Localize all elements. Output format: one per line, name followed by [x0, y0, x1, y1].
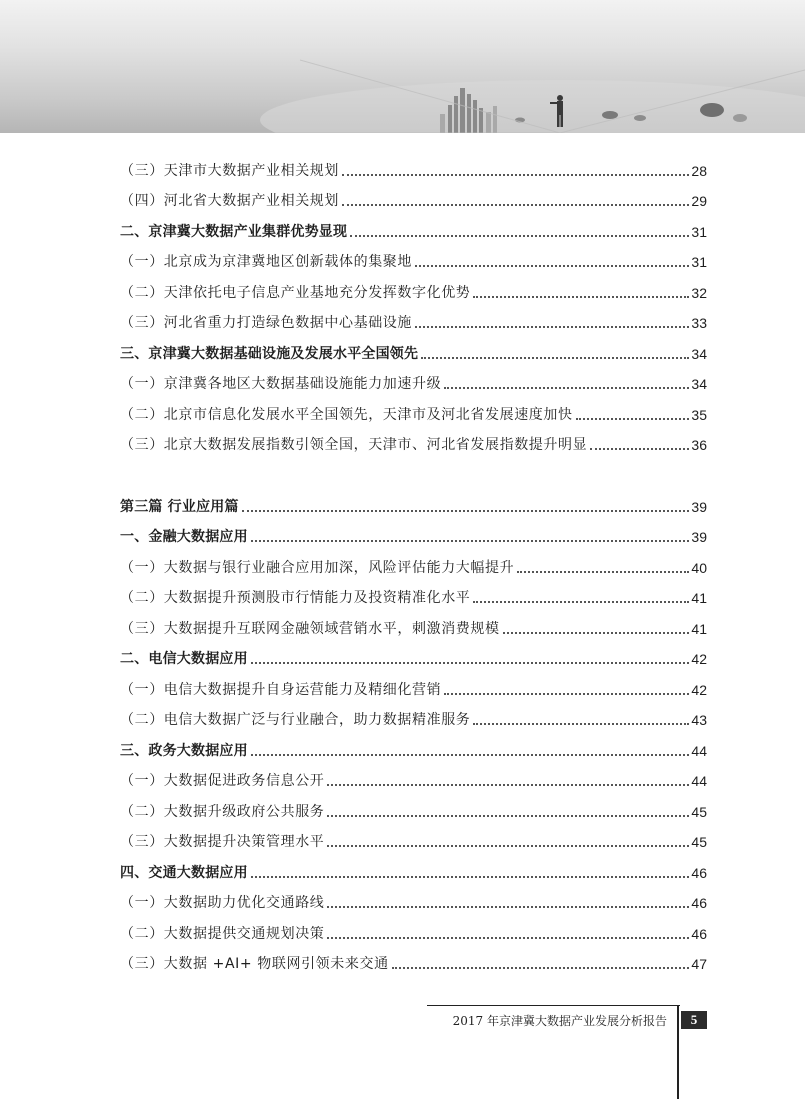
toc-dot-leader — [444, 387, 689, 389]
toc-dot-leader — [327, 937, 689, 939]
toc-entry-page: 34 — [691, 346, 707, 362]
toc-dot-leader — [415, 326, 689, 328]
toc-entry-page: 45 — [691, 804, 707, 820]
toc-entry-title: （三）河北省重力打造绿色数据中心基础设施 — [120, 315, 412, 331]
toc-entry — [120, 273, 707, 303]
toc-entry-title: 一、金融大数据应用 — [120, 529, 248, 545]
toc-entry-title: （一）大数据助力优化交通路线 — [120, 895, 325, 911]
toc-dot-leader — [251, 662, 690, 664]
toc-entry — [120, 578, 707, 608]
toc-entry — [120, 334, 707, 364]
toc-entry-page: 33 — [691, 315, 707, 331]
toc-entry — [120, 548, 707, 578]
toc-entry-title: （二）大数据升级政府公共服务 — [120, 804, 325, 820]
toc-entry — [120, 944, 707, 974]
toc-dot-leader — [576, 418, 690, 420]
toc-entry — [120, 914, 707, 944]
toc-entry-title: （三）大数据 +AI+ 物联网引领未来交通 — [120, 956, 389, 972]
toc-entry-page: 47 — [691, 956, 707, 972]
footer-vertical-line — [677, 1005, 679, 1099]
toc-entry — [120, 670, 707, 700]
toc-entry — [120, 364, 707, 394]
toc-entry-title: （一）大数据促进政务信息公开 — [120, 773, 325, 789]
toc-entry-page: 41 — [691, 590, 707, 606]
toc-entry-page: 46 — [691, 926, 707, 942]
toc-entry-page: 36 — [691, 437, 707, 453]
toc-dot-leader — [327, 845, 689, 847]
city-skyline-illustration — [0, 0, 805, 133]
toc-entry — [120, 609, 707, 639]
toc-entry-title: 三、政务大数据应用 — [120, 743, 248, 759]
toc-dot-leader — [415, 265, 689, 267]
toc-dot-leader — [392, 967, 690, 969]
toc-entry-page: 41 — [691, 621, 707, 637]
toc-entry — [120, 151, 707, 181]
toc-entry — [120, 639, 707, 669]
toc-dot-leader — [444, 693, 689, 695]
toc-dot-leader — [517, 571, 689, 573]
toc-entry-page: 45 — [691, 834, 707, 850]
toc-entry-title: 二、电信大数据应用 — [120, 651, 248, 667]
toc-entry-page: 31 — [691, 254, 707, 270]
toc-entry-title: （四）河北省大数据产业相关规划 — [120, 193, 339, 209]
toc-entry-page: 34 — [691, 376, 707, 392]
toc-entry — [120, 822, 707, 852]
toc-entry — [120, 181, 707, 211]
toc-entry-page: 28 — [691, 163, 707, 179]
toc-entry-page: 43 — [691, 712, 707, 728]
toc-entry-title: （二）电信大数据广泛与行业融合，助力数据精准服务 — [120, 712, 471, 728]
toc-entry-page: 42 — [691, 651, 707, 667]
toc-entry-title: 三、京津冀大数据基础设施及发展水平全国领先 — [120, 346, 419, 362]
toc-dot-leader — [473, 601, 689, 603]
toc-entry — [120, 425, 707, 455]
toc-entry-title: 第三篇 行业应用篇 — [120, 499, 239, 515]
toc-dot-leader — [503, 632, 690, 634]
toc-dot-leader — [251, 876, 690, 878]
toc-entry-page: 39 — [691, 529, 707, 545]
toc-entry — [120, 883, 707, 913]
toc-entry-title: （一）北京成为京津冀地区创新载体的集聚地 — [120, 254, 412, 270]
toc-entry — [120, 303, 707, 333]
toc-dot-leader — [327, 906, 689, 908]
toc-entry-title: （一）电信大数据提升自身运营能力及精细化营销 — [120, 682, 442, 698]
toc-dot-leader — [251, 540, 690, 542]
toc-dot-leader — [473, 723, 689, 725]
toc-entry-title: （三）北京大数据发展指数引领全国，天津市、河北省发展指数提升明显 — [120, 437, 588, 453]
toc-entry-page: 44 — [691, 743, 707, 759]
toc-dot-leader — [342, 204, 689, 206]
toc-dot-leader — [342, 174, 689, 176]
header-banner — [0, 0, 805, 133]
toc-entry-page: 29 — [691, 193, 707, 209]
toc-entry-page: 46 — [691, 865, 707, 881]
toc-dot-leader — [242, 510, 690, 512]
toc-entry — [120, 731, 707, 761]
toc-entry-title: （二）北京市信息化发展水平全国领先，天津市及河北省发展速度加快 — [120, 407, 573, 423]
toc-entry-title: （三）大数据提升互联网金融领域营销水平，刺激消费规模 — [120, 621, 500, 637]
toc-entry-title: （一）大数据与银行业融合应用加深，风险评估能力大幅提升 — [120, 560, 515, 576]
toc-entry-title: （二）天津依托电子信息产业基地充分发挥数字化优势 — [120, 285, 471, 301]
toc-dot-leader — [327, 784, 689, 786]
toc-entry — [120, 517, 707, 547]
toc-dot-leader — [421, 357, 689, 359]
toc-entry — [120, 212, 707, 242]
toc-entry-title: （二）大数据提升预测股市行情能力及投资精准化水平 — [120, 590, 471, 606]
toc-entry-page: 46 — [691, 895, 707, 911]
toc-entry-title: 二、京津冀大数据产业集群优势显现 — [120, 224, 348, 240]
toc-dot-leader — [473, 296, 689, 298]
toc-entry-page: 44 — [691, 773, 707, 789]
toc-entry-page: 40 — [691, 560, 707, 576]
toc-entry — [120, 761, 707, 791]
toc-entry — [120, 487, 707, 517]
toc-entry-page: 31 — [691, 224, 707, 240]
toc-dot-leader — [590, 448, 689, 450]
toc-entry-title: （三）天津市大数据产业相关规划 — [120, 163, 339, 179]
toc-entry-title: （一）京津冀各地区大数据基础设施能力加速升级 — [120, 376, 442, 392]
toc-dot-leader — [350, 235, 689, 237]
toc-entry-title: （二）大数据提供交通规划决策 — [120, 926, 325, 942]
toc-entry-title: 四、交通大数据应用 — [120, 865, 248, 881]
toc-dot-leader — [251, 754, 690, 756]
toc-entry-page: 32 — [691, 285, 707, 301]
toc-entry — [120, 792, 707, 822]
toc-entry — [120, 242, 707, 272]
toc-entry — [120, 700, 707, 730]
toc-entry-page: 39 — [691, 499, 707, 515]
toc-entry — [120, 853, 707, 883]
toc-dot-leader — [327, 815, 689, 817]
footer-report-title: 2017 年京津冀大数据产业发展分析报告 — [452, 1014, 667, 1028]
toc-entry-title: （三）大数据提升决策管理水平 — [120, 834, 325, 850]
toc-entry-page: 42 — [691, 682, 707, 698]
toc-entry-page: 35 — [691, 407, 707, 423]
page-number-badge: 5 — [681, 1011, 707, 1029]
footer-rule — [427, 1005, 680, 1006]
toc-entry — [120, 395, 707, 425]
